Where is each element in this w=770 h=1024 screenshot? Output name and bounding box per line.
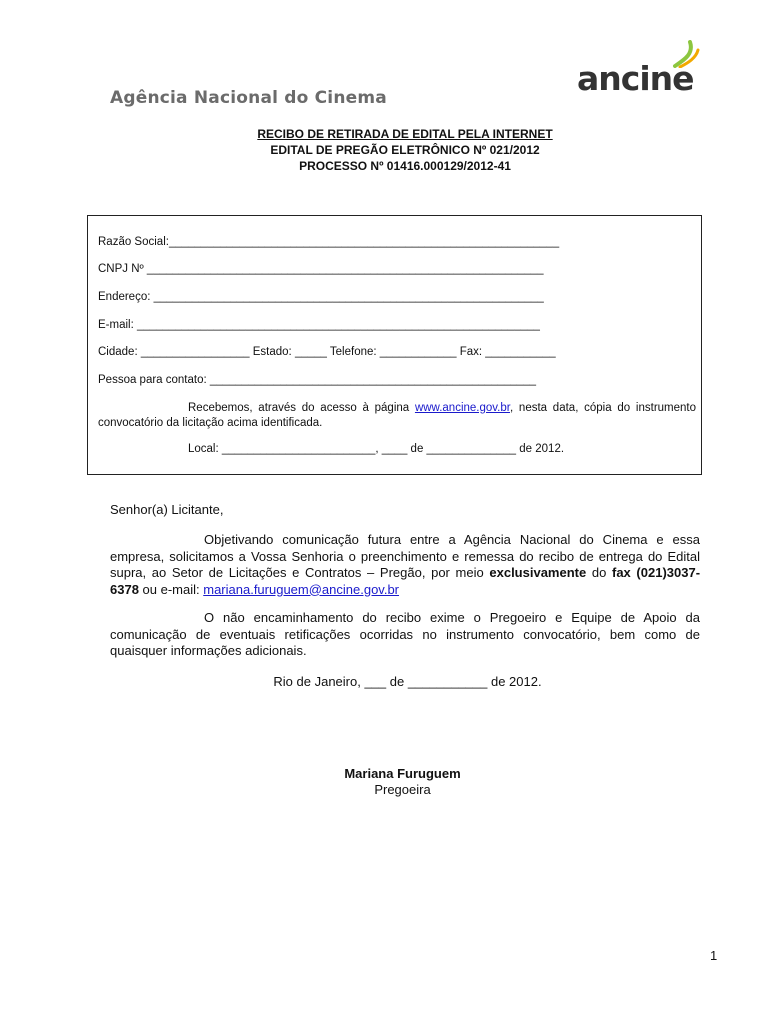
p1-text: Objetivando comunicação futura entre a Agência Nacional do Cinema e essa empresa, solicitamos a Vossa Senhoria o preenchimento e remessa do recibo de entrega do Edital supra, ao Setor de Licitações e Contratos – Pregão, por meio [110,532,700,580]
p1-exclusively: exclusivamente [489,565,587,580]
field-endereco: Endereço: _____________________________________________________________ [98,291,544,303]
p1-mid: do [586,565,612,580]
logo-text: ancine [577,59,694,98]
logo-swoosh-icon [672,40,702,68]
p1-fax-number: fax (021)3037-6378 [110,565,701,597]
email-link[interactable]: mariana.furuguem@ancine.gov.br [203,581,400,597]
title-processo: PROCESSO Nº 01416.000129/2012-41 [299,159,511,173]
document-titles [0,126,770,174]
page-number: 1 [710,948,718,963]
signature-name: Mariana Furuguem [344,766,461,781]
p2-text: O não encaminhamento do recibo exime o Pregoeiro e Equipe de Apoio da comunicação de eventuais retificações ocorridas no instrumento convocatório, bem como de quaisquer informações adicionais. [110,610,700,658]
title-recibo: RECIBO DE RETIRADA DE EDITAL PELA INTERNET [257,127,553,141]
field-local-date: Local: ________________________, ____ de ______________ de 2012. [188,443,565,455]
field-email: E-mail: _______________________________________________________________ [98,319,540,331]
signature-block [0,766,770,798]
signature-role: Pregoeira [374,782,431,797]
field-razao-social: Razão Social:_____________________________________________________________ [98,236,560,248]
receipt-statement [98,401,696,431]
agency-name: Agência Nacional do Cinema [110,88,387,108]
letter-paragraph-2 [110,610,700,660]
letter-closing-date: Rio de Janeiro, ___ de ___________ de 2012. [273,674,542,689]
field-cidade-estado-telefone-fax: Cidade: _________________ Estado: _____ Telefone: ____________ Fax: ___________ [98,346,556,358]
title-edital: EDITAL DE PREGÃO ELETRÔNICO Nº 021/2012 [270,143,540,157]
letter-greeting: Senhor(a) Licitante, [110,502,224,517]
field-cnpj: CNPJ Nº ______________________________________________________________ [98,263,544,275]
p1-after: ou e-mail: [138,581,204,597]
ancine-logo [577,40,702,100]
ancine-website-link[interactable]: www.ancine.gov.br [414,402,510,414]
receipt-form-box [87,215,702,475]
letter-paragraph-1 [110,532,700,598]
receipt-text-after: , nesta data, cópia do instrumento convocatório da licitação acima identificada. [98,402,697,429]
field-pessoa-contato: Pessoa para contato: ___________________________________________________ [98,374,537,386]
receipt-text-before: Recebemos, através do acesso à página [188,402,415,414]
